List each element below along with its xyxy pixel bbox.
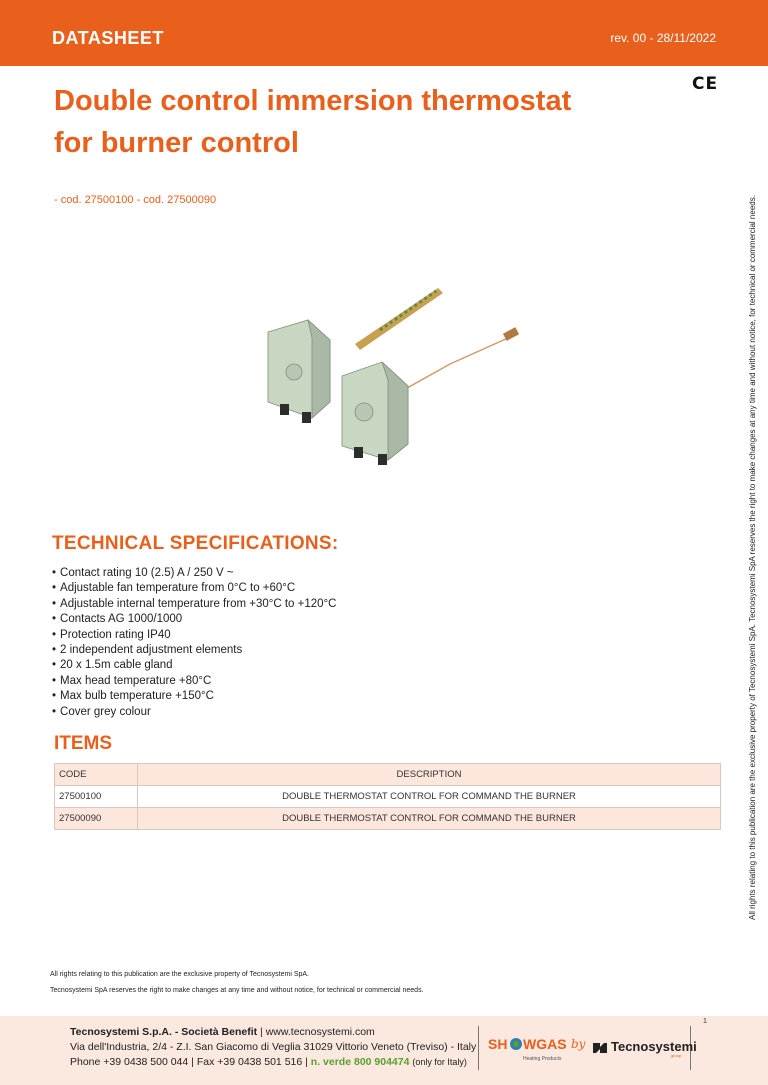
spec-item: • 2 independent adjustment elements [52,643,336,658]
svg-text:WGAS: WGAS [523,1036,567,1052]
side-rights-notice: All rights relating to this publication are the exclusive property of Tecnosystemi SpA. Tecnosystemi SpA reserves the right to make changes at any time and without notice, for technical or commercial needs. [748,195,757,920]
footer-contacts: Phone +39 0438 500 044 | Fax +39 0438 501 516 | n. verde 800 904474 (only for Italy) [70,1056,467,1068]
ce-mark-icon: CE [692,74,719,94]
table-row [55,808,721,830]
header-title: DATASHEET [52,28,164,48]
cell-code: 27500100 [55,786,138,808]
title-line-2: for burner control [54,127,299,159]
spec-item: • Protection rating IP40 [52,628,336,643]
product-image [250,282,550,472]
spec-item: • Contact rating 10 (2.5) A / 250 V ~ [52,566,336,581]
svg-text:Tecnosystemi: Tecnosystemi [611,1039,697,1054]
column-header-code: CODE [55,764,138,786]
spec-item: • Contacts AG 1000/1000 [52,612,336,627]
page-title [54,80,654,164]
website-link[interactable]: www.tecnosystemi.com [265,1026,375,1038]
fax-number: Fax +39 0438 501 516 [196,1056,303,1068]
cell-code: 27500090 [55,808,138,830]
svg-text:SH: SH [488,1036,508,1052]
svg-text:Heating Products: Heating Products [523,1056,562,1062]
page-number: 1 [703,1018,707,1025]
specs-heading: TECHNICAL SPECIFICATIONS: [52,533,339,554]
probe-rod [355,288,443,350]
showgas-logo-icon [487,1030,567,1064]
product-codes: - cod. 27500100 - cod. 27500090 [54,194,217,206]
specs-list [52,566,336,720]
svg-text:group: group [671,1053,682,1058]
rights-line-2: Tecnosystemi SpA reserves the right to make changes at any time and without notice, for technical or commercial needs. [50,987,424,994]
footer-address: Via dell'Industria, 2/4 - Z.I. San Giacomo di Veglia 31029 Vittorio Veneto (Treviso) - Italy [70,1041,477,1053]
logo-by-text: by [571,1037,586,1051]
spec-item: • Max head temperature +80°C [52,674,336,689]
green-number-note: (only for Italy) [412,1057,467,1067]
cell-description: DOUBLE THERMOSTAT CONTROL FOR COMMAND THE BURNER [138,786,721,808]
spec-item: • Cover grey colour [52,705,336,720]
tecnosystemi-logo-icon [591,1034,697,1060]
dial-icon [286,364,302,380]
title-line-1: Double control immersion thermostat [54,85,572,117]
footer-company-line: Tecnosystemi S.p.A. - Società Benefit | www.tecnosystemi.com [70,1026,375,1038]
revision-date: rev. 00 - 28/11/2022 [610,31,716,45]
column-header-description: DESCRIPTION [138,764,721,786]
items-heading: ITEMS [54,733,113,754]
header-bar [0,0,768,66]
items-table [54,763,721,830]
cable-gland [378,454,387,465]
capillary-wire [400,338,508,392]
table-header-row [55,764,721,786]
phone-number: Phone +39 0438 500 044 [70,1056,189,1068]
spec-item: • Adjustable fan temperature from 0°C to +60°C [52,581,336,596]
spec-item: • 20 x 1.5m cable gland [52,658,336,673]
cable-gland [280,404,289,415]
dial-icon [355,403,373,421]
spec-item: • Max bulb temperature +150°C [52,689,336,704]
rights-line-1: All rights relating to this publication are the exclusive property of Tecnosystemi SpA. [50,971,309,978]
spec-item: • Adjustable internal temperature from +30°C to +120°C [52,597,336,612]
green-number: n. verde 800 904474 [310,1056,410,1068]
table-row [55,786,721,808]
cable-gland [302,412,311,423]
cable-gland [354,447,363,458]
company-name: Tecnosystemi S.p.A. - Società Benefit [70,1026,258,1038]
footer-divider [478,1026,479,1070]
cell-description: DOUBLE THERMOSTAT CONTROL FOR COMMAND THE BURNER [138,808,721,830]
